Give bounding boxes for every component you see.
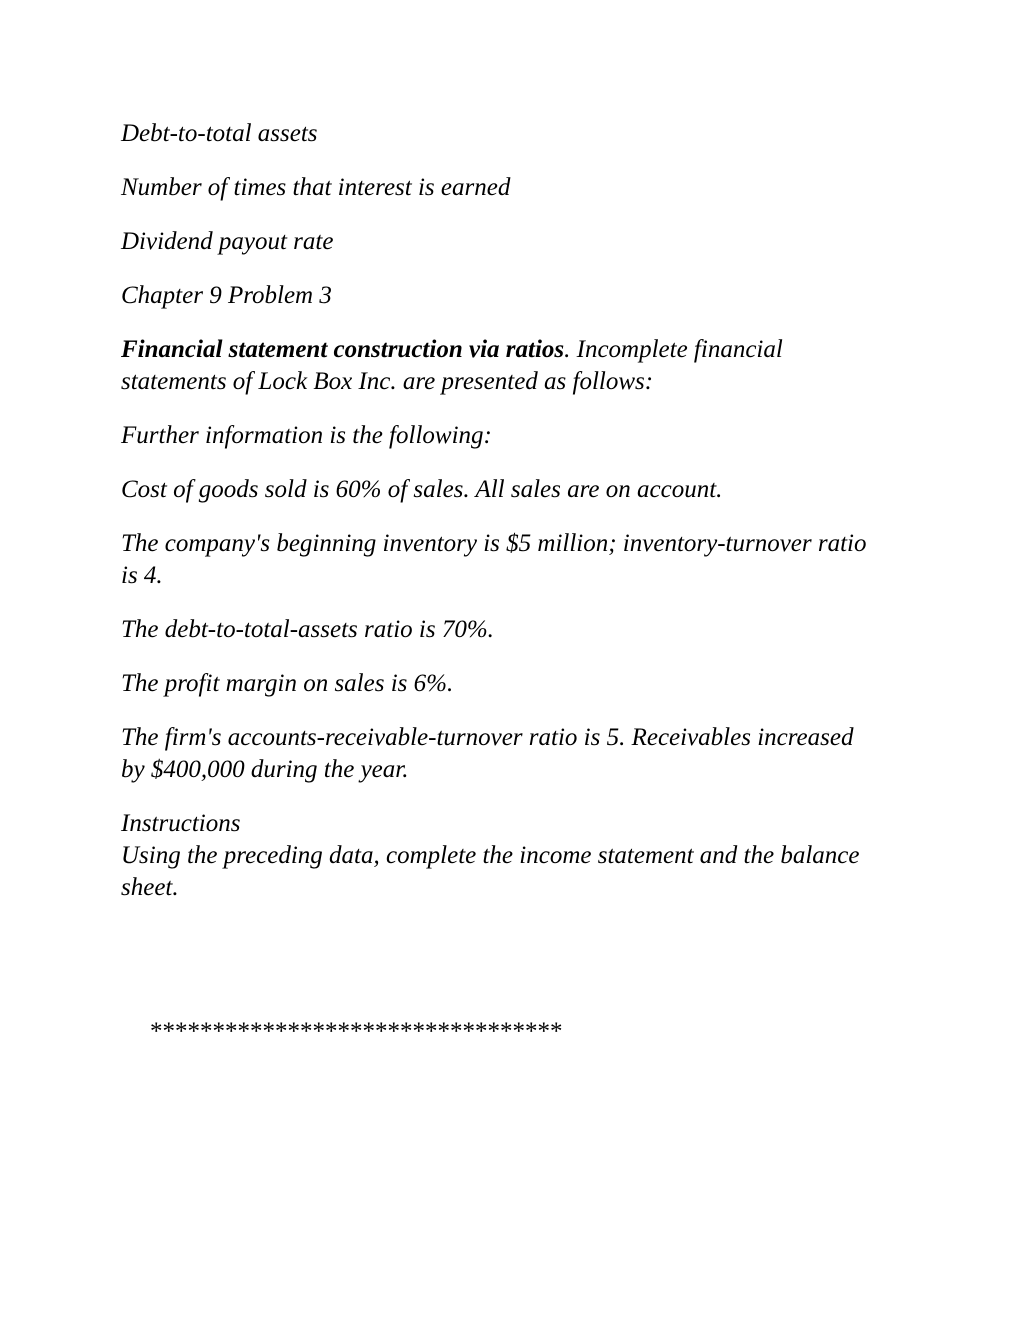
fact-profit-margin: The profit margin on sales is 6%. (121, 670, 454, 697)
ratio-item-times-interest-earned: Number of times that interest is earned (121, 174, 511, 201)
problem-description: . Incomplete financial statements of Lock Box Inc. are presented as follows: (121, 336, 783, 395)
fact-receivables: The firm's accounts-receivable-turnover ratio is 5. Receivables increased by $400,000 during the year. (121, 724, 854, 783)
fact-inventory: The company's beginning inventory is $5 million; inventory-turnover ratio is 4. (121, 530, 867, 589)
fact-debt-ratio: The debt-to-total-assets ratio is 70%. (121, 616, 494, 643)
problem-statement (121, 334, 881, 398)
further-info-label: Further information is the following: (121, 422, 492, 449)
instructions-heading: Instructions (121, 810, 241, 837)
fact-cogs: Cost of goods sold is 60% of sales. All sales are on account. (121, 476, 723, 503)
problem-title: Financial statement construction via ratios (121, 336, 565, 363)
document-body (121, 118, 881, 926)
ratio-item-dividend-payout-rate: Dividend payout rate (121, 228, 334, 255)
section-separator: ********************************* (150, 1018, 563, 1045)
ratio-item-debt-to-total-assets: Debt-to-total assets (121, 120, 318, 147)
instructions-text: Using the preceding data, complete the income statement and the balance sheet. (121, 842, 860, 901)
problem-heading: Chapter 9 Problem 3 (121, 282, 332, 309)
